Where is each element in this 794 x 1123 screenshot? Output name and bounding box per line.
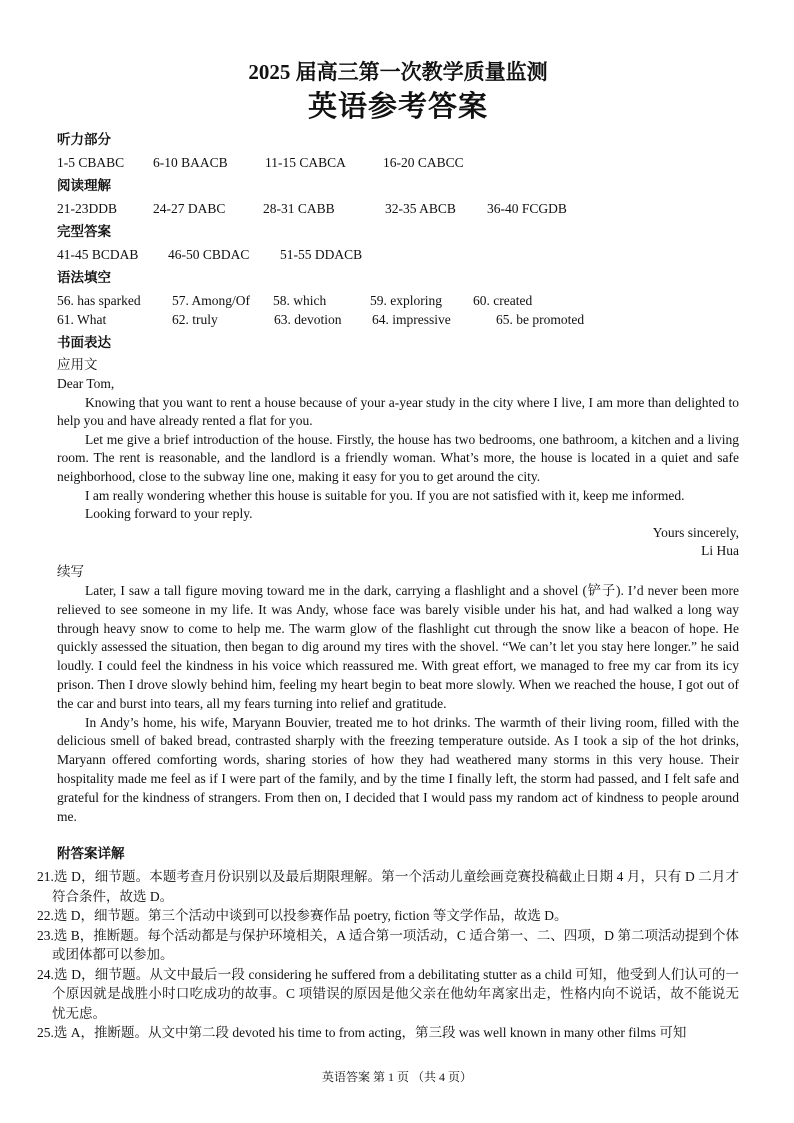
letter-greeting: Dear Tom, bbox=[57, 376, 115, 391]
grammar-answer: 57. Among/Of bbox=[172, 293, 251, 308]
answer-group: 41-45 BCDAB bbox=[57, 247, 139, 262]
listening-answers bbox=[57, 153, 739, 172]
answer-group: 16-20 CABCC bbox=[383, 155, 464, 170]
answer-group: 21-23DDB bbox=[57, 201, 117, 216]
grammar-answers-row-2 bbox=[57, 310, 739, 329]
letter-paragraph: Looking forward to your reply. bbox=[85, 506, 253, 522]
answer-group: 24-27 DABC bbox=[153, 201, 226, 216]
continuation-paragraph: In Andy’s home, his wife, Maryann Bouvier, treated me to hot drinks. The warmth of their living room, filled with the delicious smell of baked bread, contrasted sharply with the freezing temperature outside. As I took a sip of the hot drinks, Maryann offered comforting words, sharing stories of how they had weathered many storms in this very house. Their hospitality made me feel as if I were part of the family, and by the time I finally left, the storm had passed, and I felt safe and grateful for the kindness of strangers. From then on, I decided that I would pass my random act of kindness to people around me. bbox=[57, 714, 739, 824]
answer-group: 46-50 CBDAC bbox=[168, 247, 250, 262]
continuation-paragraph: Later, I saw a tall figure moving toward me in the dark, carrying a flashlight and a shovel (铲子). I’d never been more relieved to see someone in my life. It was Andy, whose face was barely visible under his hat, and had walked a long way through heavy snow to come to help me. The warm glow of the flashlight cut through the snow like a beacon of hope. He quickly assessed the situation, then began to dig around my tires with the shovel. “We can’t let you stay here longer.” he said loudly. I could feel the kindness in his voice which reassured me. With great effort, we managed to free my car from its icy prison. Then I drove slowly behind him, feeling my heart begin to beat more slowly. When we reached the house, I got out of the car and burst into tears, all my fears turning into relief and gratitude. bbox=[57, 582, 739, 711]
applied-writing-label: 应用文 bbox=[57, 357, 98, 373]
grammar-answer: 61. What bbox=[57, 312, 107, 327]
page-title: 英语参考答案 bbox=[307, 89, 488, 123]
answer-group: 36-40 FCGDB bbox=[487, 201, 567, 216]
letter-paragraph: Let me give a brief introduction of the house. Firstly, the house has two bedrooms, one bathroom, a kitchen and a living room. The rent is reasonable, and the landlord is a friendly woman. What’s more, the house is located in a quiet and safe neighborhood, close to the subway line one, making it easy for you to get around the city. bbox=[57, 431, 739, 484]
answer-sheet-page bbox=[37, 60, 739, 1043]
grammar-answer: 65. be promoted bbox=[496, 312, 585, 327]
explanation-item: 21.选 D，细节题。本题考查月份识别以及最后期限理解。第一个活动儿童绘画竞赛投稿截止日期 4 月，只有 D 二月才符合条件，故选 D。 bbox=[37, 869, 739, 904]
writing-heading: 书面表达 bbox=[57, 335, 111, 351]
listening-heading: 听力部分 bbox=[57, 132, 111, 148]
explanations-heading: 附答案详解 bbox=[57, 846, 125, 863]
explanation-item: 24.选 D，细节题。从文中最后一段 considering he suffered from a debilitating stutter as a child 可知，他受到人们认可的一个原因就是战胜小时口吃成功的故事。C 项错误的原因是他父亲在他幼年离家出走，性格内向不说话，故不能说无忧无虑。 bbox=[37, 966, 739, 1021]
answer-group: 6-10 BAACB bbox=[153, 155, 228, 170]
page-footer: 英语答案 第 1 页 （共 4 页） bbox=[321, 1070, 472, 1084]
explanation-item: 22.选 D，细节题。第三个活动中谈到可以投参赛作品 poetry, fiction 等文学作品，故选 D。 bbox=[37, 908, 568, 924]
grammar-answer: 62. truly bbox=[172, 312, 218, 327]
reading-answers bbox=[57, 199, 739, 218]
continuation-label: 续写 bbox=[57, 563, 84, 580]
answer-group: 32-35 ABCB bbox=[385, 201, 456, 216]
explanation-item: 25.选 A，推断题。从文中第二段 devoted his time to from acting，第三段 was well known in many other films 可知 bbox=[37, 1025, 687, 1041]
grammar-answer: 63. devotion bbox=[274, 312, 342, 327]
grammar-answers-row-1 bbox=[57, 291, 739, 310]
answer-group: 11-15 CABCA bbox=[265, 155, 346, 170]
explanation-item: 23.选 B，推断题。每个活动都是与保护环境相关，A 适合第一项活动，C 适合第一、二、四项，D 第二项活动提到个体或团体都可以参加。 bbox=[37, 927, 739, 963]
grammar-heading: 语法填空 bbox=[57, 270, 111, 286]
grammar-answer: 56. has sparked bbox=[57, 293, 141, 308]
grammar-answer: 64. impressive bbox=[372, 312, 451, 327]
reading-heading: 阅读理解 bbox=[57, 178, 111, 194]
letter-closing: Yours sincerely, bbox=[652, 524, 739, 540]
cloze-answers bbox=[57, 245, 739, 264]
answer-group: 1-5 CBABC bbox=[57, 155, 125, 170]
exam-title: 2025 届高三第一次教学质量监测 bbox=[248, 60, 548, 84]
answer-group: 51-55 DDACB bbox=[280, 247, 363, 262]
cloze-heading: 完型答案 bbox=[57, 224, 111, 240]
grammar-answer: 60. created bbox=[473, 293, 533, 308]
answer-group: 28-31 CABB bbox=[263, 201, 335, 216]
letter-paragraph: Knowing that you want to rent a house because of your a-year study in the city where I live, I am more than delighted to help you and have already rented a flat for you. bbox=[57, 394, 739, 429]
grammar-answer: 59. exploring bbox=[370, 293, 442, 308]
letter-signature: Li Hua bbox=[701, 543, 739, 559]
grammar-answer: 58. which bbox=[273, 293, 327, 308]
letter-paragraph: I am really wondering whether this house is suitable for you. If you are not satisfied with it, keep me informed. bbox=[85, 487, 685, 503]
